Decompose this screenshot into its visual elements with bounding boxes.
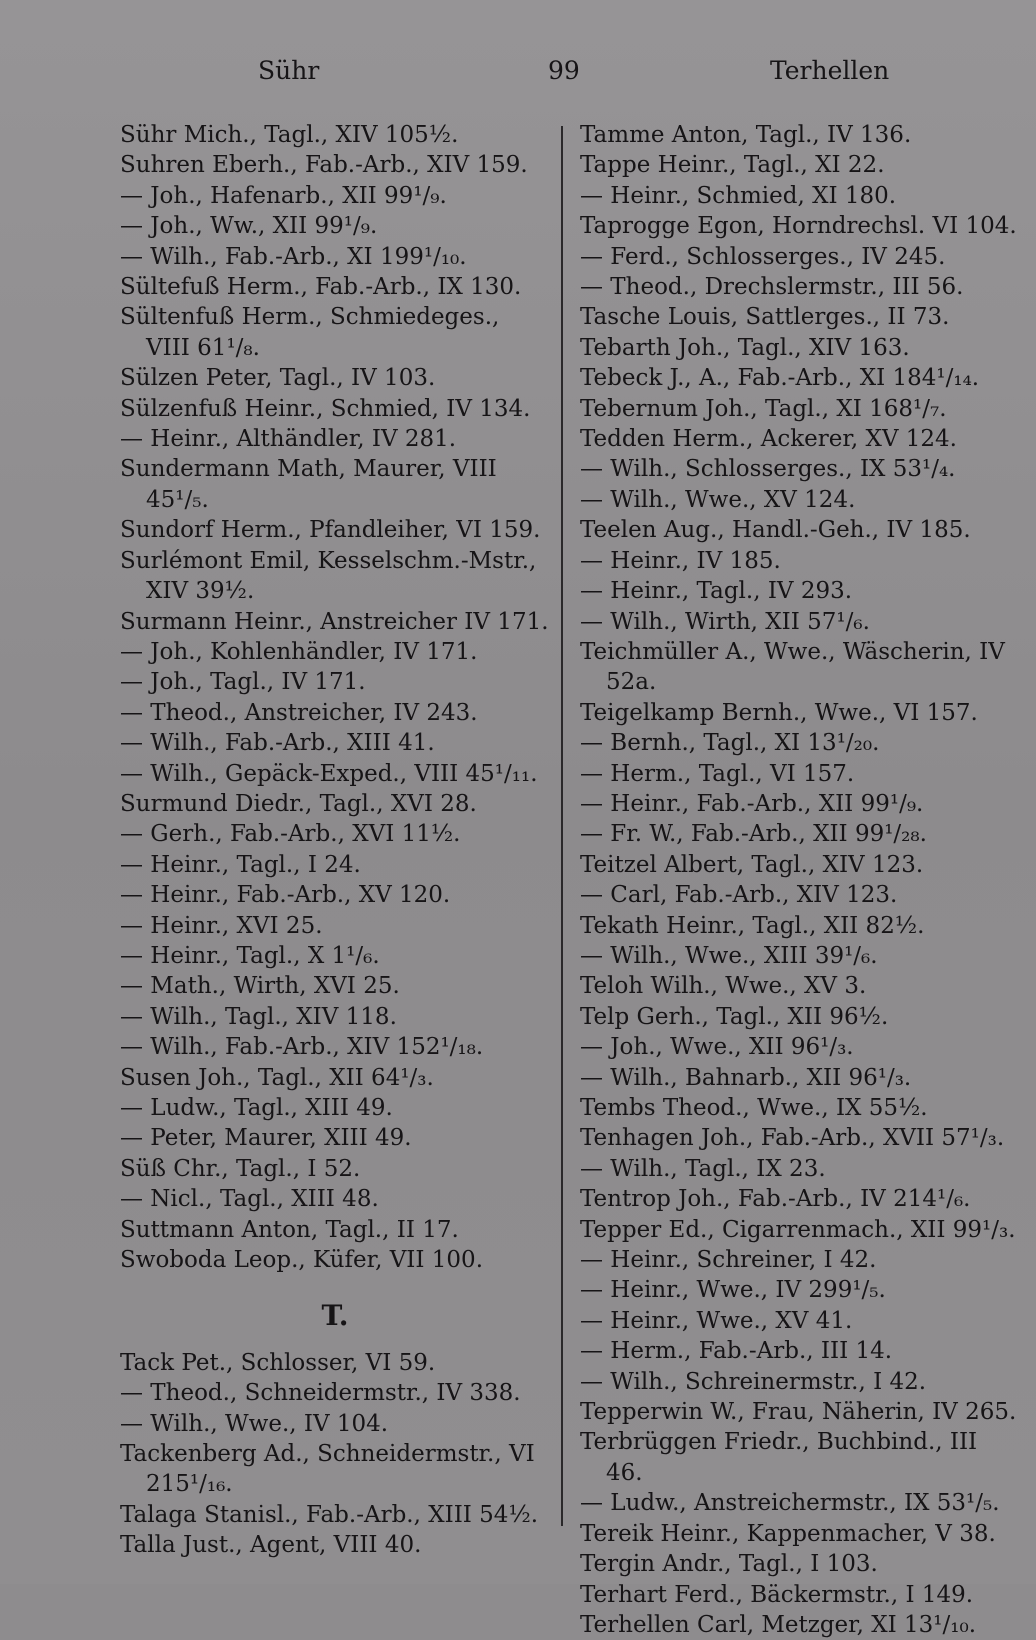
directory-entry: Terhellen Carl, Metzger, XI 13¹/₁₀. bbox=[580, 1611, 977, 1638]
directory-entry: Tebernum Joh., Tagl., XI 168¹/₇. bbox=[580, 395, 947, 422]
directory-entry: — Bernh., Tagl., XI 13¹/₂₀. bbox=[580, 730, 880, 757]
directory-entry: Suhren Eberh., Fab.-Arb., XIV 159. bbox=[120, 152, 528, 179]
directory-entry: Sühr Mich., Tagl., XIV 105½. bbox=[120, 122, 459, 148]
directory-entry: — Heinr., Althändler, IV 281. bbox=[120, 426, 457, 453]
directory-entry: Swoboda Leop., Küfer, VII 100. bbox=[120, 1247, 484, 1274]
directory-entry: Surlémont Emil, Kesselschm.-Mstr., XIV 39½. bbox=[120, 547, 537, 605]
directory-entry: — Ludw., Tagl., XIII 49. bbox=[120, 1095, 393, 1121]
directory-entry: — Heinr., Fab.-Arb., XV 120. bbox=[120, 882, 451, 909]
directory-entry: Surmund Diedr., Tagl., XVI 28. bbox=[120, 790, 477, 817]
directory-entry: Tackenberg Ad., Schneidermstr., VI 215¹/₁₆. bbox=[120, 1441, 535, 1498]
directory-entry: — Joh., Kohlenhändler, IV 171. bbox=[120, 638, 478, 665]
directory-entry: — Herm., Fab.-Arb., III 14. bbox=[580, 1338, 893, 1365]
directory-entry: Teelen Aug., Handl.-Geh., IV 185. bbox=[580, 517, 971, 544]
directory-entry: — Joh., Tagl., IV 171. bbox=[120, 669, 366, 696]
directory-entry: Tasche Louis, Sattlerges., II 73. bbox=[580, 304, 950, 331]
page-number: 99 bbox=[548, 56, 580, 85]
right-column bbox=[580, 120, 1020, 1640]
directory-entry: — Nicl., Tagl., XIII 48. bbox=[120, 1186, 379, 1213]
directory-entry: — Theod., Anstreicher, IV 243. bbox=[120, 699, 478, 726]
directory-entry: — Heinr., Wwe., XV 41. bbox=[580, 1307, 853, 1334]
directory-entry: Teitzel Albert, Tagl., XIV 123. bbox=[580, 851, 924, 878]
directory-entry: Süß Chr., Tagl., I 52. bbox=[120, 1155, 361, 1182]
directory-entry: — Wilh., Wwe., XIII 39¹/₆. bbox=[580, 942, 878, 969]
directory-entry: — Heinr., Schreiner, I 42. bbox=[580, 1247, 877, 1274]
section-letter-t: T. bbox=[321, 1299, 349, 1333]
column-divider bbox=[561, 126, 563, 1526]
header-last-entry: Terhellen bbox=[770, 56, 890, 85]
directory-entry: Tedden Herm., Ackerer, XV 124. bbox=[580, 426, 957, 453]
directory-entry: Tembs Theod., Wwe., IX 55½. bbox=[580, 1095, 928, 1121]
directory-entry: Tereik Heinr., Kappenmacher, V 38. bbox=[580, 1520, 996, 1547]
directory-entry: Sülzenfuß Heinr., Schmied, IV 134. bbox=[120, 395, 531, 422]
directory-entry: — Wilh., Gepäck-Exped., VIII 45¹/₁₁. bbox=[120, 760, 538, 787]
directory-entry: — Heinr., Tagl., IV 293. bbox=[580, 578, 853, 605]
directory-entry: — Peter, Maurer, XIII 49. bbox=[120, 1125, 412, 1152]
directory-entry: Tenhagen Joh., Fab.-Arb., XVII 57¹/₃. bbox=[580, 1125, 1005, 1152]
left-entries-t bbox=[120, 1348, 550, 1561]
directory-entry: — Herm., Tagl., VI 157. bbox=[580, 760, 855, 787]
directory-entry: Tepperwin W., Frau, Näherin, IV 265. bbox=[580, 1399, 1017, 1426]
directory-entry: — Heinr., Schmied, XI 180. bbox=[580, 182, 897, 209]
directory-entry: Tekath Heinr., Tagl., XII 82½. bbox=[580, 912, 925, 939]
directory-entry: — Wilh., Schreinermstr., I 42. bbox=[580, 1368, 927, 1395]
directory-entry: Tamme Anton, Tagl., IV 136. bbox=[580, 122, 912, 148]
right-entries bbox=[580, 120, 1020, 1640]
directory-entry: Telp Gerh., Tagl., XII 96½. bbox=[580, 1003, 889, 1030]
directory-entry: — Ludw., Anstreichermstr., IX 53¹/₅. bbox=[580, 1490, 1000, 1517]
directory-entry: — Fr. W., Fab.-Arb., XII 99¹/₂₈. bbox=[580, 821, 927, 848]
directory-entry: — Math., Wirth, XVI 25. bbox=[120, 973, 400, 1000]
directory-entry: Tack Pet., Schlosser, VI 59. bbox=[120, 1349, 436, 1376]
directory-entry: Teigelkamp Bernh., Wwe., VI 157. bbox=[580, 699, 978, 726]
directory-entry: Talaga Stanisl., Fab.-Arb., XIII 54½. bbox=[120, 1501, 539, 1528]
directory-entry: Talla Just., Agent, VIII 40. bbox=[120, 1532, 422, 1559]
directory-entry: Suttmann Anton, Tagl., II 17. bbox=[120, 1216, 459, 1243]
directory-entry: — Heinr., Wwe., IV 299¹/₅. bbox=[580, 1277, 886, 1304]
directory-entry: — Wilh., Wirth, XII 57¹/₆. bbox=[580, 608, 870, 635]
directory-entry: — Wilh., Fab.-Arb., XI 199¹/₁₀. bbox=[120, 243, 467, 270]
directory-entry: — Ferd., Schlosserges., IV 245. bbox=[580, 243, 946, 270]
directory-entry: Taprogge Egon, Horndrechsl. VI 104. bbox=[580, 213, 1017, 240]
directory-entry: — Joh., Ww., XII 99¹/₉. bbox=[120, 213, 378, 240]
directory-entry: — Wilh., Bahnarb., XII 96¹/₃. bbox=[580, 1064, 912, 1091]
header-first-entry: Sühr bbox=[258, 56, 320, 85]
directory-entry: Tergin Andr., Tagl., I 103. bbox=[580, 1551, 878, 1578]
directory-entry: Tepper Ed., Cigarrenmach., XII 99¹/₃. bbox=[580, 1216, 1016, 1243]
directory-entry: Tebeck J., A., Fab.-Arb., XI 184¹/₁₄. bbox=[580, 365, 980, 392]
directory-entry: Susen Joh., Tagl., XII 64¹/₃. bbox=[120, 1064, 434, 1091]
page-header bbox=[0, 56, 1036, 96]
directory-entry: Tentrop Joh., Fab.-Arb., IV 214¹/₆. bbox=[580, 1186, 971, 1213]
directory-entry: Terbrüggen Friedr., Buchbind., III 46. bbox=[580, 1429, 978, 1486]
directory-entry: — Wilh., Tagl., IX 23. bbox=[580, 1155, 826, 1182]
directory-entry: — Heinr., Tagl., I 24. bbox=[120, 851, 361, 878]
directory-entry: Sülzen Peter, Tagl., IV 103. bbox=[120, 365, 436, 392]
directory-entry: — Theod., Drechslermstr., III 56. bbox=[580, 274, 964, 301]
directory-entry: Surmann Heinr., Anstreicher IV 171. bbox=[120, 608, 549, 635]
directory-entry: — Wilh., Schlosserges., IX 53¹/₄. bbox=[580, 456, 956, 483]
directory-entry: Tappe Heinr., Tagl., XI 22. bbox=[580, 152, 885, 179]
directory-entry: — Wilh., Wwe., IV 104. bbox=[120, 1410, 389, 1437]
directory-entry: Sültenfuß Herm., Schmiedeges., VIII 61¹/₈. bbox=[120, 304, 500, 361]
directory-entry: — Joh., Wwe., XII 96¹/₃. bbox=[580, 1034, 854, 1061]
left-column bbox=[120, 120, 550, 1561]
left-entries-s bbox=[120, 120, 550, 1275]
directory-entry: — Theod., Schneidermstr., IV 338. bbox=[120, 1380, 521, 1407]
directory-entry: — Wilh., Wwe., XV 124. bbox=[580, 486, 856, 513]
directory-entry: Sundermann Math, Maurer, VIII 45¹/₅. bbox=[120, 456, 497, 513]
directory-entry: Tebarth Joh., Tagl., XIV 163. bbox=[580, 334, 910, 361]
directory-entry: — Carl, Fab.-Arb., XIV 123. bbox=[580, 882, 898, 909]
directory-entry: Teloh Wilh., Wwe., XV 3. bbox=[580, 973, 867, 1000]
directory-entry: Teichmüller A., Wwe., Wäscherin, IV 52a. bbox=[580, 638, 1005, 696]
directory-entry: Sundorf Herm., Pfandleiher, VI 159. bbox=[120, 517, 541, 544]
directory-entry: — Heinr., IV 185. bbox=[580, 547, 781, 574]
directory-entry: Sültefuß Herm., Fab.-Arb., IX 130. bbox=[120, 274, 522, 301]
directory-entry: Terhart Ferd., Bäckermstr., I 149. bbox=[580, 1581, 974, 1608]
directory-entry: — Heinr., XVI 25. bbox=[120, 912, 323, 939]
directory-entry: — Wilh., Fab.-Arb., XIII 41. bbox=[120, 730, 435, 757]
directory-entry: — Joh., Hafenarb., XII 99¹/₉. bbox=[120, 182, 447, 209]
directory-entry: — Gerh., Fab.-Arb., XVI 11½. bbox=[120, 821, 461, 848]
directory-entry: — Heinr., Fab.-Arb., XII 99¹/₉. bbox=[580, 790, 924, 817]
directory-entry: — Wilh., Tagl., XIV 118. bbox=[120, 1003, 397, 1030]
directory-entry: — Wilh., Fab.-Arb., XIV 152¹/₁₈. bbox=[120, 1034, 484, 1061]
directory-entry: — Heinr., Tagl., X 1¹/₆. bbox=[120, 942, 380, 969]
